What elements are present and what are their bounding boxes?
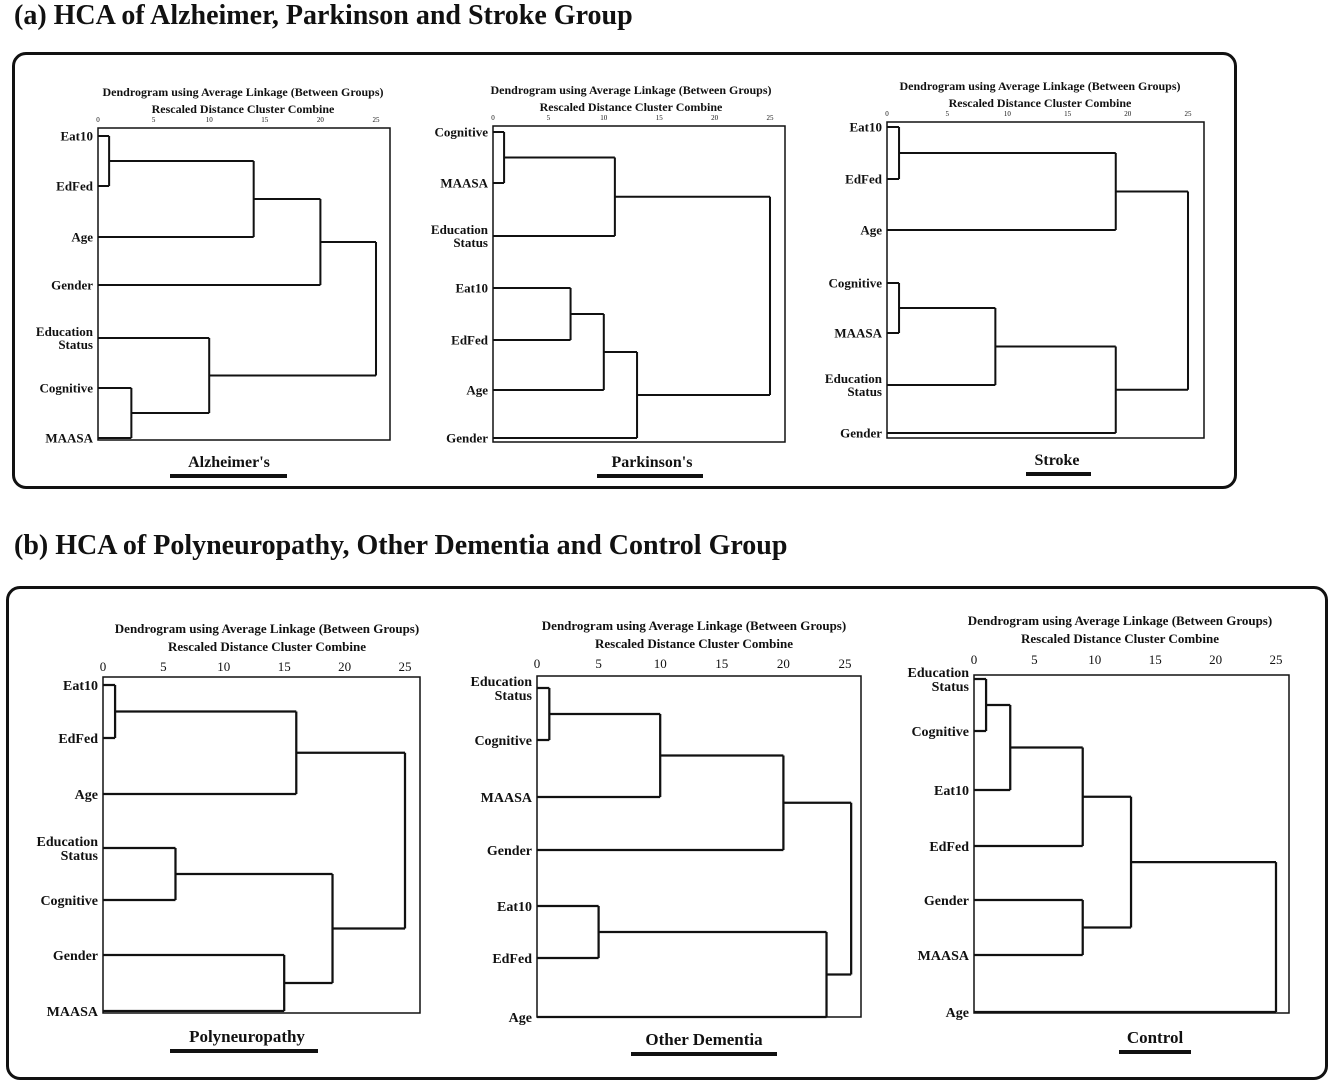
- leaf-label: MAASA: [46, 1004, 98, 1020]
- tick-label: 0: [96, 116, 100, 124]
- dendrogram-header: Dendrogram using Average Linkage (Between Groups): [102, 85, 384, 99]
- leaf-label: Education Status: [824, 371, 882, 400]
- leaf-label: Age: [466, 382, 488, 398]
- leaf-label: MAASA: [834, 325, 882, 341]
- leaf-label: EdFed: [58, 731, 98, 747]
- leaf-label: Eat10: [60, 128, 93, 144]
- tick-label: 5: [945, 110, 949, 118]
- tick-label: 10: [205, 116, 213, 124]
- dendrogram-header: Dendrogram using Average Linkage (Between Groups): [541, 618, 847, 633]
- leaf-label: MAASA: [440, 175, 488, 191]
- tick-label: 5: [160, 659, 167, 674]
- tick-label: 10: [1003, 110, 1011, 118]
- leaf-label: Age: [71, 229, 93, 245]
- tick-label: 20: [1209, 652, 1223, 667]
- leaf-label: Cognitive: [39, 380, 93, 396]
- dendrogram-5: [908, 613, 1289, 1052]
- tick-label: 0: [970, 652, 978, 667]
- dendrogram-subheader: Rescaled Distance Cluster Combine: [151, 102, 335, 116]
- dendrogram-2: [825, 79, 1204, 474]
- tick-label: 10: [217, 659, 231, 674]
- leaf-label: Education Status: [35, 324, 93, 353]
- leaf-label: EdFed: [492, 951, 532, 967]
- tick-label: 20: [316, 116, 324, 124]
- dendrogram-caption: Other Dementia: [645, 1030, 763, 1049]
- dendrogram-caption: Alzheimer's: [188, 454, 270, 471]
- dendrogram-frame: [103, 677, 420, 1013]
- leaf-label: Eat10: [849, 119, 882, 135]
- tick-label: 10: [600, 114, 608, 122]
- leaf-label: MAASA: [480, 790, 532, 806]
- tick-label: 5: [595, 656, 602, 671]
- dendrogram-1: [431, 83, 785, 476]
- tick-label: 25: [766, 114, 774, 122]
- leaf-label: Gender: [923, 893, 969, 909]
- tick-label: 15: [261, 116, 269, 124]
- dendrogram-header: Dendrogram using Average Linkage (Between Groups): [967, 613, 1273, 628]
- tick-label: 15: [715, 656, 729, 671]
- tick-label: 0: [99, 659, 107, 674]
- tick-label: 0: [491, 114, 495, 122]
- tick-label: 5: [546, 114, 551, 122]
- dendrogram-header: Dendrogram using Average Linkage (Between Groups): [490, 83, 772, 97]
- dendrogram-header: Dendrogram using Average Linkage (Between Groups): [114, 621, 420, 636]
- tick-label: 25: [1184, 110, 1192, 118]
- leaf-label: Eat10: [934, 783, 969, 799]
- tick-label: 25: [372, 116, 380, 124]
- section-b-title: (b) HCA of Polyneuropathy, Other Dementia and Control Group: [14, 530, 788, 561]
- dendrogram-0: [36, 85, 390, 476]
- leaf-label: Cognitive: [474, 733, 532, 749]
- tick-label: 0: [533, 656, 541, 671]
- leaf-label: Age: [945, 1005, 969, 1021]
- tick-label: 0: [885, 110, 889, 118]
- dendrogram-caption: Parkinson's: [611, 454, 693, 471]
- leaf-label: MAASA: [917, 948, 969, 964]
- dendrogram-subheader: Rescaled Distance Cluster Combine: [1021, 631, 1219, 646]
- leaf-label: MAASA: [45, 430, 93, 446]
- dendrogram-frame: [537, 676, 861, 1017]
- tick-label: 15: [655, 114, 663, 122]
- leaf-label: Cognitive: [434, 124, 488, 140]
- dendrogram-header: Dendrogram using Average Linkage (Between Groups): [899, 79, 1181, 93]
- leaf-label: Gender: [446, 430, 488, 446]
- dendrogram-3: [37, 621, 420, 1051]
- leaf-label: EdFed: [451, 332, 488, 348]
- tick-label: 25: [1269, 652, 1283, 667]
- tick-label: 5: [1031, 652, 1038, 667]
- leaf-label: Gender: [52, 948, 98, 964]
- tick-label: 15: [277, 659, 291, 674]
- dendrogram-4: [471, 618, 861, 1054]
- dendrogram-caption: Control: [1126, 1028, 1184, 1047]
- tick-label: 10: [1088, 652, 1102, 667]
- dendrogram-subheader: Rescaled Distance Cluster Combine: [595, 636, 793, 651]
- dendrogram-subheader: Rescaled Distance Cluster Combine: [168, 639, 366, 654]
- leaf-label: Eat10: [63, 678, 98, 694]
- tick-label: 20: [338, 659, 352, 674]
- tick-label: 20: [1124, 110, 1132, 118]
- leaf-label: Cognitive: [911, 724, 969, 740]
- leaf-label: Education Status: [430, 222, 488, 251]
- leaf-label: Education Status: [907, 665, 969, 695]
- leaf-label: EdFed: [929, 839, 969, 855]
- leaf-label: Age: [508, 1010, 532, 1026]
- dendrogram-caption: Stroke: [1034, 452, 1080, 469]
- leaf-label: EdFed: [845, 171, 882, 187]
- leaf-label: Gender: [486, 843, 532, 859]
- leaf-label: Age: [860, 222, 882, 238]
- leaf-label: Cognitive: [40, 893, 98, 909]
- leaf-label: Gender: [51, 277, 93, 293]
- leaf-label: EdFed: [56, 178, 93, 194]
- tick-label: 25: [838, 656, 852, 671]
- dendrogram-subheader: Rescaled Distance Cluster Combine: [539, 100, 723, 114]
- leaf-label: Education Status: [36, 834, 98, 864]
- dendrogram-caption: Polyneuropathy: [189, 1027, 305, 1046]
- dendrogram-subheader: Rescaled Distance Cluster Combine: [948, 96, 1132, 110]
- leaf-label: Education Status: [470, 674, 532, 704]
- tick-label: 20: [776, 656, 790, 671]
- tick-label: 25: [398, 659, 412, 674]
- tick-label: 15: [1148, 652, 1162, 667]
- tick-label: 15: [1064, 110, 1072, 118]
- leaf-label: Cognitive: [828, 275, 882, 291]
- leaf-label: Gender: [840, 425, 882, 441]
- tick-label: 20: [711, 114, 719, 122]
- leaf-label: Eat10: [497, 899, 532, 915]
- tick-label: 10: [653, 656, 667, 671]
- leaf-label: Age: [74, 787, 98, 803]
- leaf-label: Eat10: [455, 280, 488, 296]
- section-a-title: (a) HCA of Alzheimer, Parkinson and Stroke Group: [14, 0, 633, 31]
- tick-label: 5: [151, 116, 156, 124]
